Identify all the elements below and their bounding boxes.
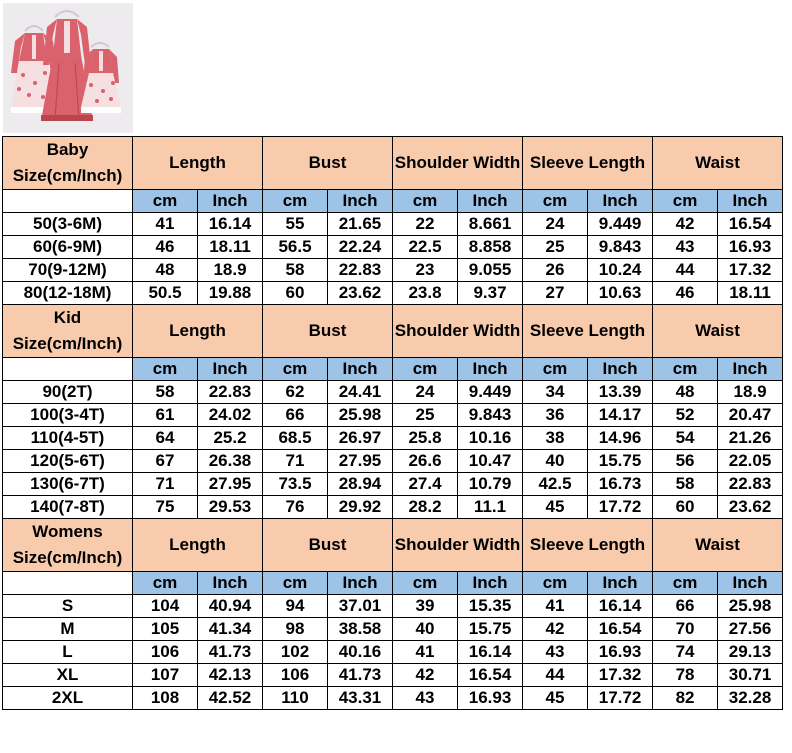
measurement-cell: 22.24 [328, 236, 393, 259]
measurement-cell: 17.32 [588, 664, 653, 687]
unit-cm: cm [653, 190, 718, 213]
size-label: 110(4-5T) [3, 427, 133, 450]
measurement-cell: 58 [653, 473, 718, 496]
measurement-cell: 66 [653, 595, 718, 618]
section-title-line: Womens [32, 522, 103, 541]
table-row [3, 404, 783, 427]
column-header: Shoulder Width [393, 137, 523, 190]
measurement-cell: 24 [393, 381, 458, 404]
measurement-cell: 23.8 [393, 282, 458, 305]
measurement-cell: 16.54 [718, 213, 783, 236]
measurement-cell: 78 [653, 664, 718, 687]
measurement-cell: 66 [263, 404, 328, 427]
measurement-cell: 10.47 [458, 450, 523, 473]
measurement-cell: 17.72 [588, 496, 653, 519]
measurement-cell: 41 [523, 595, 588, 618]
measurement-cell: 62 [263, 381, 328, 404]
measurement-cell: 40 [523, 450, 588, 473]
table-row [3, 450, 783, 473]
measurement-cell: 16.54 [458, 664, 523, 687]
unit-inch: Inch [198, 190, 263, 213]
measurement-cell: 14.96 [588, 427, 653, 450]
measurement-cell: 102 [263, 641, 328, 664]
measurement-cell: 41.73 [328, 664, 393, 687]
measurement-cell: 56 [653, 450, 718, 473]
size-label: 120(5-6T) [3, 450, 133, 473]
measurement-cell: 16.93 [588, 641, 653, 664]
measurement-cell: 41.73 [198, 641, 263, 664]
measurement-cell: 25.98 [718, 595, 783, 618]
measurement-cell: 94 [263, 595, 328, 618]
measurement-cell: 43.31 [328, 687, 393, 710]
unit-inch: Inch [718, 358, 783, 381]
table-row [3, 427, 783, 450]
measurement-cell: 48 [653, 381, 718, 404]
measurement-cell: 17.72 [588, 687, 653, 710]
measurement-cell: 8.661 [458, 213, 523, 236]
measurement-cell: 22.83 [198, 381, 263, 404]
measurement-cell: 42 [523, 618, 588, 641]
measurement-cell: 104 [133, 595, 198, 618]
measurement-cell: 23.62 [718, 496, 783, 519]
size-label: 50(3-6M) [3, 213, 133, 236]
measurement-cell: 28.2 [393, 496, 458, 519]
measurement-cell: 36 [523, 404, 588, 427]
measurement-cell: 28.94 [328, 473, 393, 496]
table-row [3, 236, 783, 259]
measurement-cell: 27.95 [328, 450, 393, 473]
column-header: Shoulder Width [393, 305, 523, 358]
measurement-cell: 44 [653, 259, 718, 282]
unit-cm: cm [263, 190, 328, 213]
section-header-row [3, 305, 783, 358]
size-label: L [3, 641, 133, 664]
size-chart-table [2, 136, 783, 710]
column-header: Waist [653, 305, 783, 358]
measurement-cell: 67 [133, 450, 198, 473]
measurement-cell: 16.93 [718, 236, 783, 259]
measurement-cell: 71 [133, 473, 198, 496]
column-header: Waist [653, 137, 783, 190]
child-dress-right-icon [81, 49, 121, 113]
measurement-cell: 10.63 [588, 282, 653, 305]
measurement-cell: 30.71 [718, 664, 783, 687]
size-label: 130(6-7T) [3, 473, 133, 496]
unit-inch: Inch [458, 358, 523, 381]
measurement-cell: 46 [133, 236, 198, 259]
size-label: S [3, 595, 133, 618]
measurement-cell: 25 [523, 236, 588, 259]
measurement-cell: 41 [393, 641, 458, 664]
measurement-cell: 70 [653, 618, 718, 641]
unit-row [3, 190, 783, 213]
measurement-cell: 71 [263, 450, 328, 473]
column-header: Sleeve Length [523, 305, 653, 358]
unit-cm: cm [523, 358, 588, 381]
measurement-cell: 29.13 [718, 641, 783, 664]
measurement-cell: 9.37 [458, 282, 523, 305]
unit-inch: Inch [588, 190, 653, 213]
measurement-cell: 23.62 [328, 282, 393, 305]
size-label: 60(6-9M) [3, 236, 133, 259]
measurement-cell: 16.14 [458, 641, 523, 664]
unit-inch: Inch [588, 358, 653, 381]
measurement-cell: 61 [133, 404, 198, 427]
unit-cm: cm [393, 572, 458, 595]
measurement-cell: 22.83 [718, 473, 783, 496]
measurement-cell: 48 [133, 259, 198, 282]
measurement-cell: 27.4 [393, 473, 458, 496]
measurement-cell: 68.5 [263, 427, 328, 450]
measurement-cell: 22.83 [328, 259, 393, 282]
size-label: XL [3, 664, 133, 687]
section-title-line: Size(cm/Inch) [12, 334, 123, 353]
measurement-cell: 42.13 [198, 664, 263, 687]
column-header: Sleeve Length [523, 519, 653, 572]
measurement-cell: 40.94 [198, 595, 263, 618]
section-title-line: Size(cm/Inch) [12, 166, 123, 185]
measurement-cell: 60 [263, 282, 328, 305]
unit-cm: cm [653, 572, 718, 595]
unit-cm: cm [263, 358, 328, 381]
measurement-cell: 24.41 [328, 381, 393, 404]
measurement-cell: 16.73 [588, 473, 653, 496]
unit-inch: Inch [588, 572, 653, 595]
measurement-cell: 27.56 [718, 618, 783, 641]
table-row [3, 381, 783, 404]
section-header-row [3, 137, 783, 190]
measurement-cell: 19.88 [198, 282, 263, 305]
measurement-cell: 22.05 [718, 450, 783, 473]
measurement-cell: 39 [393, 595, 458, 618]
measurement-cell: 105 [133, 618, 198, 641]
unit-cm: cm [133, 190, 198, 213]
unit-row-blank [3, 572, 133, 595]
size-label: 2XL [3, 687, 133, 710]
measurement-cell: 82 [653, 687, 718, 710]
measurement-cell: 107 [133, 664, 198, 687]
measurement-cell: 17.32 [718, 259, 783, 282]
unit-inch: Inch [198, 572, 263, 595]
size-label: 70(9-12M) [3, 259, 133, 282]
measurement-cell: 45 [523, 496, 588, 519]
measurement-cell: 9.449 [588, 213, 653, 236]
measurement-cell: 26 [523, 259, 588, 282]
measurement-cell: 9.843 [458, 404, 523, 427]
measurement-cell: 16.14 [588, 595, 653, 618]
measurement-cell: 32.28 [718, 687, 783, 710]
section-header-row [3, 519, 783, 572]
measurement-cell: 37.01 [328, 595, 393, 618]
measurement-cell: 21.26 [718, 427, 783, 450]
measurement-cell: 108 [133, 687, 198, 710]
measurement-cell: 58 [133, 381, 198, 404]
unit-cm: cm [523, 572, 588, 595]
measurement-cell: 10.79 [458, 473, 523, 496]
measurement-cell: 56.5 [263, 236, 328, 259]
measurement-cell: 55 [263, 213, 328, 236]
table-row [3, 687, 783, 710]
unit-inch: Inch [328, 190, 393, 213]
measurement-cell: 23 [393, 259, 458, 282]
section-title-line: Baby [46, 140, 89, 159]
measurement-cell: 18.9 [718, 381, 783, 404]
measurement-cell: 29.53 [198, 496, 263, 519]
measurement-cell: 25 [393, 404, 458, 427]
column-header: Length [133, 519, 263, 572]
measurement-cell: 41.34 [198, 618, 263, 641]
table-row [3, 618, 783, 641]
measurement-cell: 16.93 [458, 687, 523, 710]
measurement-cell: 38.58 [328, 618, 393, 641]
product-thumbnail [3, 3, 133, 133]
measurement-cell: 34 [523, 381, 588, 404]
measurement-cell: 76 [263, 496, 328, 519]
unit-row-blank [3, 190, 133, 213]
measurement-cell: 18.11 [198, 236, 263, 259]
measurement-cell: 41 [133, 213, 198, 236]
measurement-cell: 25.2 [198, 427, 263, 450]
unit-cm: cm [393, 358, 458, 381]
unit-row [3, 358, 783, 381]
measurement-cell: 22 [393, 213, 458, 236]
unit-inch: Inch [328, 358, 393, 381]
measurement-cell: 10.24 [588, 259, 653, 282]
measurement-cell: 43 [523, 641, 588, 664]
measurement-cell: 74 [653, 641, 718, 664]
measurement-cell: 38 [523, 427, 588, 450]
measurement-cell: 45 [523, 687, 588, 710]
column-header: Sleeve Length [523, 137, 653, 190]
measurement-cell: 98 [263, 618, 328, 641]
measurement-cell: 60 [653, 496, 718, 519]
unit-inch: Inch [458, 190, 523, 213]
measurement-cell: 26.38 [198, 450, 263, 473]
column-header: Bust [263, 305, 393, 358]
measurement-cell: 52 [653, 404, 718, 427]
unit-row-blank [3, 358, 133, 381]
measurement-cell: 110 [263, 687, 328, 710]
measurement-cell: 43 [393, 687, 458, 710]
column-header: Bust [263, 519, 393, 572]
table-row [3, 496, 783, 519]
measurement-cell: 42.5 [523, 473, 588, 496]
measurement-cell: 11.1 [458, 496, 523, 519]
measurement-cell: 24 [523, 213, 588, 236]
size-label: 140(7-8T) [3, 496, 133, 519]
unit-inch: Inch [718, 190, 783, 213]
measurement-cell: 42 [653, 213, 718, 236]
unit-inch: Inch [198, 358, 263, 381]
measurement-cell: 54 [653, 427, 718, 450]
column-header: Bust [263, 137, 393, 190]
measurement-cell: 20.47 [718, 404, 783, 427]
measurement-cell: 9.449 [458, 381, 523, 404]
column-header: Length [133, 305, 263, 358]
column-header: Waist [653, 519, 783, 572]
measurement-cell: 29.92 [328, 496, 393, 519]
measurement-cell: 18.9 [198, 259, 263, 282]
measurement-cell: 106 [263, 664, 328, 687]
table-row [3, 282, 783, 305]
measurement-cell: 15.75 [588, 450, 653, 473]
table-row [3, 641, 783, 664]
measurement-cell: 15.35 [458, 595, 523, 618]
measurement-cell: 14.17 [588, 404, 653, 427]
unit-cm: cm [133, 572, 198, 595]
measurement-cell: 42 [393, 664, 458, 687]
measurement-cell: 75 [133, 496, 198, 519]
measurement-cell: 25.98 [328, 404, 393, 427]
measurement-cell: 10.16 [458, 427, 523, 450]
measurement-cell: 44 [523, 664, 588, 687]
size-label: M [3, 618, 133, 641]
measurement-cell: 15.75 [458, 618, 523, 641]
section-title-line: Kid [53, 308, 82, 327]
table-row [3, 473, 783, 496]
measurement-cell: 16.54 [588, 618, 653, 641]
measurement-cell: 58 [263, 259, 328, 282]
section-title [3, 137, 133, 190]
table-row [3, 213, 783, 236]
measurement-cell: 26.6 [393, 450, 458, 473]
measurement-cell: 40 [393, 618, 458, 641]
size-label: 100(3-4T) [3, 404, 133, 427]
table-row [3, 664, 783, 687]
measurement-cell: 22.5 [393, 236, 458, 259]
unit-inch: Inch [328, 572, 393, 595]
measurement-cell: 25.8 [393, 427, 458, 450]
unit-cm: cm [393, 190, 458, 213]
section-title-line: Size(cm/Inch) [12, 548, 123, 567]
unit-cm: cm [263, 572, 328, 595]
section-title [3, 305, 133, 358]
measurement-cell: 40.16 [328, 641, 393, 664]
measurement-cell: 24.02 [198, 404, 263, 427]
size-label: 90(2T) [3, 381, 133, 404]
unit-row [3, 572, 783, 595]
section-title [3, 519, 133, 572]
table-row [3, 595, 783, 618]
measurement-cell: 106 [133, 641, 198, 664]
size-label: 80(12-18M) [3, 282, 133, 305]
unit-cm: cm [133, 358, 198, 381]
measurement-cell: 50.5 [133, 282, 198, 305]
unit-cm: cm [523, 190, 588, 213]
measurement-cell: 27.95 [198, 473, 263, 496]
column-header: Length [133, 137, 263, 190]
measurement-cell: 43 [653, 236, 718, 259]
measurement-cell: 9.055 [458, 259, 523, 282]
table-row [3, 259, 783, 282]
measurement-cell: 73.5 [263, 473, 328, 496]
measurement-cell: 64 [133, 427, 198, 450]
measurement-cell: 46 [653, 282, 718, 305]
measurement-cell: 9.843 [588, 236, 653, 259]
measurement-cell: 42.52 [198, 687, 263, 710]
unit-inch: Inch [458, 572, 523, 595]
measurement-cell: 26.97 [328, 427, 393, 450]
measurement-cell: 27 [523, 282, 588, 305]
measurement-cell: 13.39 [588, 381, 653, 404]
unit-cm: cm [653, 358, 718, 381]
unit-inch: Inch [718, 572, 783, 595]
measurement-cell: 8.858 [458, 236, 523, 259]
measurement-cell: 16.14 [198, 213, 263, 236]
column-header: Shoulder Width [393, 519, 523, 572]
measurement-cell: 21.65 [328, 213, 393, 236]
measurement-cell: 18.11 [718, 282, 783, 305]
